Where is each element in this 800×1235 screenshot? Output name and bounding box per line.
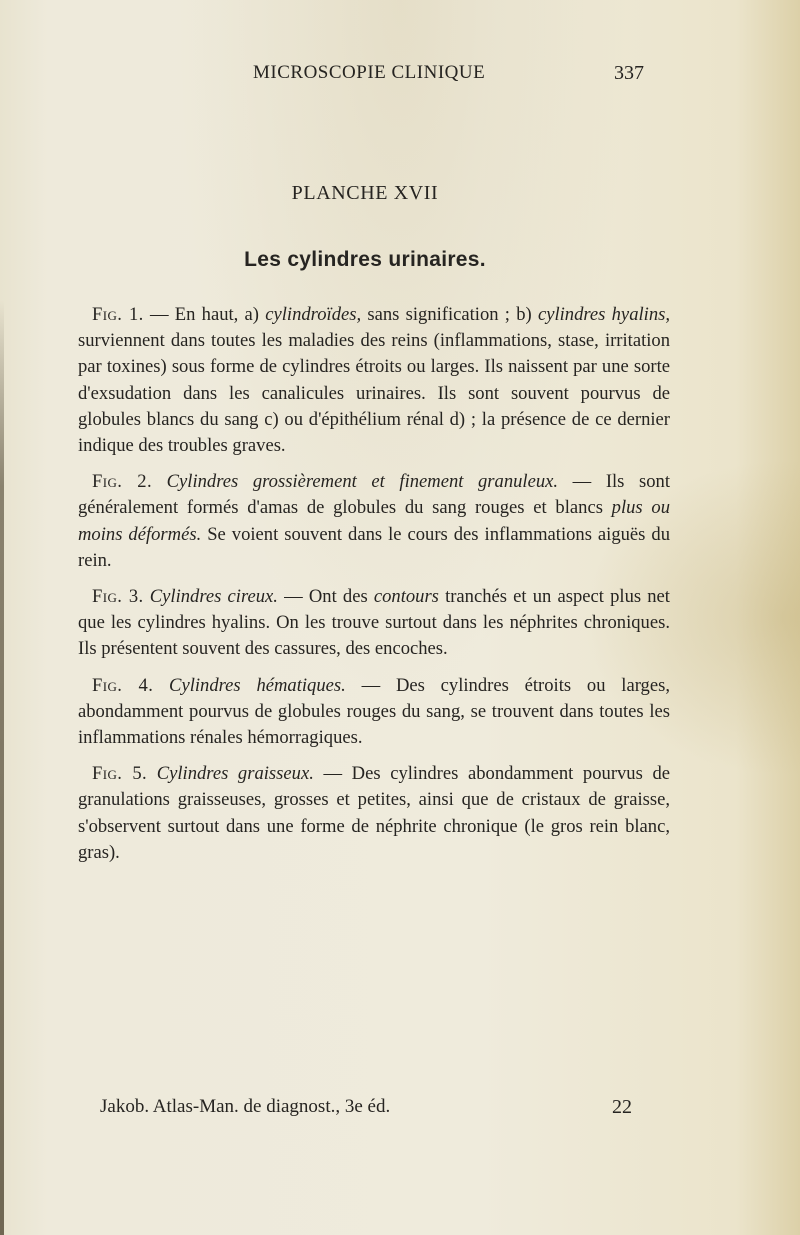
caption-text: — Des cylindres abondamment pourvus de granulations graisseuses, grosses et petites, ainsi que de cristaux de graisse, s'observent surtout dans une forme de néphrite chronique (le gros rein blanc, gras). — [78, 763, 671, 863]
section-subtitle: Les cylindres urinaires. — [244, 248, 486, 271]
footer-reference: Jakob. Atlas-Man. de diagnost., 3e éd. — [100, 1096, 391, 1117]
caption-paragraph — [78, 673, 670, 752]
figure-label: Fig. 3. — [92, 586, 144, 608]
caption-text: sans signification ; b) — [361, 304, 538, 325]
caption-text: — En haut, a) — [143, 304, 266, 325]
plate-title: PLANCHE XVII — [291, 182, 439, 204]
italic-term: cylindroïdes, — [265, 304, 362, 325]
figure-captions — [78, 302, 670, 876]
italic-term: cylindres hyalins, — [537, 304, 670, 325]
caption-paragraph — [78, 584, 670, 663]
page-footer — [0, 1096, 800, 1120]
caption-text: — Ils sont généralement formés d'amas de globules du sang rouges et blancs — [78, 471, 670, 519]
caption-text — [153, 675, 169, 696]
figure-label: Fig. 1. — [92, 304, 144, 325]
page-number: 337 — [614, 62, 644, 84]
italic-term: Cylindres cireux. — [149, 586, 278, 608]
figure-label: Fig. 2. — [92, 471, 153, 493]
signature-mark: 22 — [612, 1096, 632, 1118]
figure-label: Fig. 5. — [92, 763, 148, 785]
page-edge-shadow — [0, 300, 4, 1235]
caption-text: surviennent dans toutes les maladies des reins (inflammations, stase, irritation par toxines) sous forme de cylindres étroits ou larges. Ils naissent par une sorte d'exsudation dans les canalicules urinaires. Ils sont souvent pourvus de globules blancs du sang c) ou d'épithélium rénal d) ; la présence de ce dernier indique des troubles graves. — [78, 330, 670, 457]
page-header — [0, 62, 800, 86]
italic-term: contours — [373, 586, 439, 608]
caption-text: — Des cylindres étroits ou larges, abondamment pourvus de globules rouges du sang, se trouvent dans toutes les inflammations rénales hémorragiques. — [78, 674, 670, 749]
running-title: MICROSCOPIE CLINIQUE — [253, 62, 486, 83]
italic-term: Cylindres hématiques. — [169, 674, 346, 696]
caption-text — [147, 763, 157, 784]
figure-label: Fig. 4. — [92, 674, 154, 696]
caption-text — [152, 471, 167, 492]
caption-text: tranchés et un aspect plus net que les cylindres hyalins. On les trouve surtout dans les néphrites chroniques. Ils présentent souvent des cassures, des encoches. — [78, 586, 670, 660]
caption-paragraph — [78, 302, 670, 459]
caption-text: Se voient souvent dans le cours des inflammations aiguës du rein. — [78, 523, 670, 571]
italic-term: Cylindres graisseux. — [156, 763, 314, 785]
italic-term: plus ou moins déformés. — [78, 497, 670, 545]
caption-paragraph — [78, 469, 670, 574]
italic-term: Cylindres grossièrement et finement granuleux. — [166, 471, 559, 493]
caption-text: — Ont des — [277, 586, 374, 608]
caption-paragraph — [78, 761, 670, 866]
